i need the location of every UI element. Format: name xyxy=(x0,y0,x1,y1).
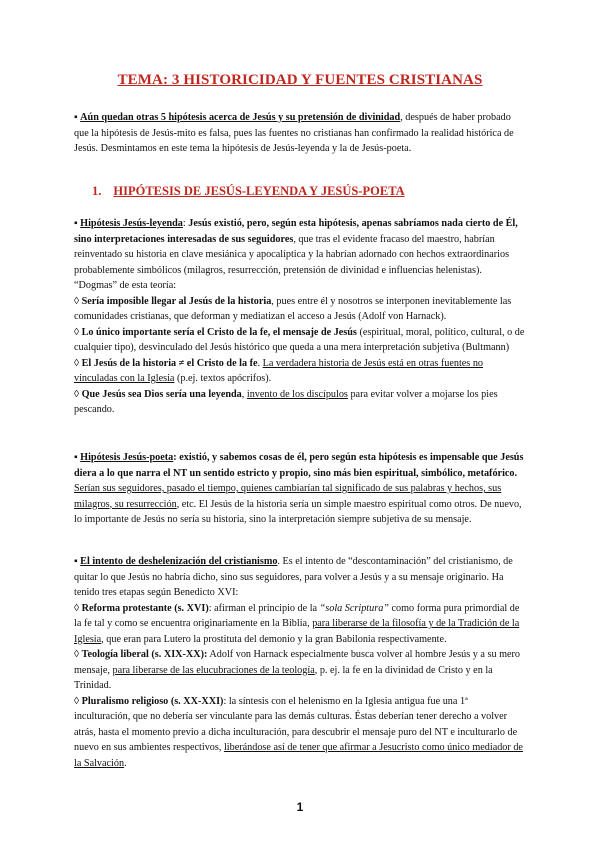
etapa-3-text: : la síntesis con el helenismo en la Iglesia antigua fue una 1ª inculturación, que no debería ser vinculante para las demás culturas. Éstas deberían tener derecho a volver atrás, hasta el momento previo a dicha inculturación, para descubrir el mensaje puro del NT e inculturarlo de nuevo en sus ambientes respectivos, xyxy=(74,695,518,753)
etapa-2-underline: para liberarse de las elucubraciones de la teología xyxy=(112,664,315,676)
leyenda-label: Hipótesis Jesús-leyenda xyxy=(80,218,183,229)
section-number: 1. xyxy=(92,184,102,198)
etapa-1-text-2: como forma pura primordial de la fe tal y como se encuentra originariamente en la Biblia, xyxy=(74,602,520,629)
etapa-1-lead: Reforma protestante (s. XVI) xyxy=(81,602,209,614)
etapa-2-lead: Teología liberal (s. XIX-XX): xyxy=(81,649,208,660)
intro-paragraph xyxy=(74,110,526,157)
bullet-mark: ▪ xyxy=(74,112,81,123)
page-title: TEMA: 3 HISTORICIDAD Y FUENTES CRISTIANAS xyxy=(117,72,483,88)
diamond-mark: ◊ xyxy=(74,326,82,338)
dogma-2-lead: Lo único importante sería el Cristo de la fe, el mensaje de Jesús xyxy=(81,326,357,338)
diamond-mark: ◊ xyxy=(74,649,82,660)
section-heading xyxy=(92,184,405,199)
diamond-mark: ◊ xyxy=(74,357,82,369)
leyenda-bold: Jesús existió, pero, según esta hipótesis, apenas sabríamos nada cierto de Él, sino interpretaciones interesadas de sus seguidores xyxy=(74,218,518,245)
leyenda-paragraph xyxy=(74,216,526,418)
etapa-3-lead: Pluralismo religioso (s. XX-XXI) xyxy=(81,695,224,707)
diamond-mark: ◊ xyxy=(74,388,82,400)
etapa-3-end: . xyxy=(124,757,127,769)
poeta-underline: Serían sus seguidores, pasado el tiempo, quienes cambiarían tal significado de sus palabras y hechos, sus milagros, su resurrección xyxy=(74,483,502,510)
poeta-text: , etc. El Jesús de la historia sería un simple maestro espiritual como otros. De nuevo, lo importante de Jesús no sería su historia, sino la interpretación siempre subjetiva de su mensaje. xyxy=(74,498,522,525)
diamond-mark: ◊ xyxy=(74,602,82,614)
dogma-4-sep: , xyxy=(241,388,247,400)
dogma-3-text: (p.ej. textos apócrifos). xyxy=(174,373,272,384)
deshelenizacion-paragraph xyxy=(74,554,526,771)
etapa-2-text-2: , p. ej. la fe en la divinidad de Cristo y en la Trinidad. xyxy=(74,664,493,691)
poeta-bold: : existió, y sabemos cosas de él, pero según esta hipótesis es impensable que Jesús diera a lo que narra el NT un sentido estricto y propio, sino más bien espiritual, simbólico, metafórico. xyxy=(74,452,524,479)
intro-text: , después de haber probado que la hipótesis de Jesús-mito es falsa, pues las fuentes no cristianas han confirmado la realidad histórica de Jesús. Desmintamos en este tema la hipótesis de Jesús-leyenda y la de Jesús-poeta. xyxy=(74,112,514,154)
dogma-2-text: (espiritual, moral, político, cultural, o de cualquier tipo), desvinculado del Jesús histórico que queda a una mera interpretación subjetiva (Bultmann) xyxy=(74,326,525,353)
diamond-mark: ◊ xyxy=(74,295,82,307)
etapa-2-text: Adolf von Harnack especialmente busca volver al hombre Jesús y a su mero mensaje, xyxy=(74,649,521,676)
diamond-mark: ◊ xyxy=(74,695,82,707)
deshel-label: El intento de deshelenización del cristianismo xyxy=(80,556,278,567)
etapa-1-italic: “sola Scriptura” xyxy=(319,602,389,614)
leyenda-text: , que tras el evidente fracaso del maestro, habrían reinventado su historia en clave mesiánica y apocalíptica y la habrían adornado con hechos extraordinarios probablemente simbólicos (milagros, resurrección, pretensión de divinidad e influencias helenistas). “Dogmas” de esta teoría: xyxy=(74,233,510,291)
etapa-1-text-3: , que eran para Lutero la prostituta del demonio y la gran Babilonia respectivamente. xyxy=(101,633,447,645)
dogma-4-underline: invento de los discípulos xyxy=(246,388,348,400)
dogma-4-lead: Que Jesús sea Dios sería una leyenda xyxy=(81,388,242,400)
etapa-1-text: : afirman el principio de la xyxy=(208,602,320,614)
dogma-1-text: , pues entre él y nosotros se interponen inevitablemente las comunidades cristianas, que deforman y mediatizan el acceso a Jesús (Adolf von Harnack). xyxy=(74,295,512,322)
poeta-paragraph xyxy=(74,450,526,528)
dogma-3-sep: . xyxy=(257,357,263,369)
leyenda-colon: : xyxy=(182,218,189,229)
page-number: 1 xyxy=(296,800,304,814)
bullet-mark: ▪ xyxy=(74,218,81,229)
bullet-mark: ▪ xyxy=(74,452,81,463)
intro-lead: Aún quedan otras 5 hipótesis acerca de Jesús y su pretensión de divinidad xyxy=(80,112,401,123)
etapa-1-underline: para liberarse de la filosofía y de la Tradición de la Iglesia xyxy=(74,618,520,645)
etapa-3-underline: liberándose así de tener que afirmar a Jesucristo como único mediador de la Salvación xyxy=(74,742,523,769)
poeta-label: Hipótesis Jesús-poeta xyxy=(80,452,174,463)
bullet-mark: ▪ xyxy=(74,556,81,567)
dogma-3-lead: El Jesús de la historia ≠ el Cristo de la fe xyxy=(81,357,258,369)
dogma-1-lead: Sería imposible llegar al Jesús de la historia xyxy=(81,295,272,307)
section-title: HIPÓTESIS DE JESÚS-LEYENDA Y JESÚS-POETA xyxy=(113,184,405,198)
dogma-3-underline: La verdadera historia de Jesús está en otras fuentes no vinculadas con la Iglesia xyxy=(74,357,484,384)
deshel-text: . Es el intento de “descontaminación” del cristianismo, de quitar lo que Jesús no habría dicho, sino sus seguidores, para volver a Jesús y a su mensaje originario. Ha tenido tres etapas según Benedicto XVI: xyxy=(74,556,513,598)
dogma-4-text: para evitar volver a mojarse los pies pescando. xyxy=(74,388,498,415)
